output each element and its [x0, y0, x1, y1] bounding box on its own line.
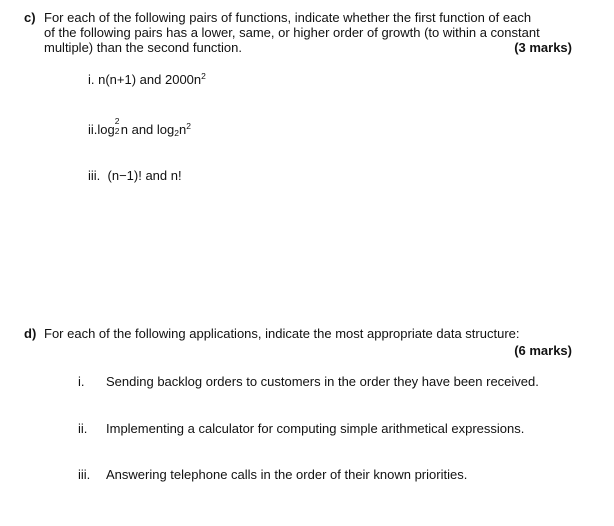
question-c-item-2: [88, 116, 191, 138]
question-c-label: c): [24, 10, 36, 25]
item-superscript: 2: [201, 71, 206, 81]
question-c-marks: (3 marks): [514, 40, 572, 55]
question-d-item-2-number: ii.: [78, 421, 88, 436]
question-d-item-1-number: i.: [78, 374, 85, 389]
question-c-item-1: [88, 72, 206, 87]
question-d-item-3-text: Answering telephone calls in the order of their known priorities.: [106, 467, 468, 482]
question-d-item-3-number: iii.: [78, 467, 91, 482]
item-superscript: 2: [186, 121, 191, 131]
item-text-mid: n and log: [120, 122, 175, 137]
question-d-marks: (6 marks): [514, 343, 572, 358]
question-d-label: d): [24, 326, 37, 341]
item-text-log: log: [97, 122, 115, 137]
item-prefix: iii.: [88, 168, 101, 183]
question-d-text: For each of the following applications, indicate the most appropriate data structure:: [44, 326, 520, 341]
question-c-text-line-1: For each of the following pairs of functions, indicate whether the first function of each: [44, 10, 532, 25]
item-prefix: i.: [88, 72, 99, 87]
item-text: (n−1)! and n!: [107, 168, 182, 183]
item-text: n(n+1) and 2000n: [98, 72, 202, 87]
question-c-item-3: [88, 168, 182, 183]
question-c-text-line-2: of the following pairs has a lower, same, or higher order of growth (to within a constant: [44, 25, 540, 40]
item-prefix: ii.: [88, 122, 98, 137]
question-c-text-line-3: multiple) than the second function.: [44, 40, 243, 55]
question-d-item-1-text: Sending backlog orders to customers in the order they have been received.: [106, 374, 539, 389]
item-subscript: 2: [114, 126, 120, 136]
item-superscript: 2: [114, 116, 120, 126]
item-text-end: n: [178, 122, 187, 137]
item-subscript: 2: [174, 128, 179, 138]
question-d-item-2-text: Implementing a calculator for computing simple arithmetical expressions.: [106, 421, 525, 436]
